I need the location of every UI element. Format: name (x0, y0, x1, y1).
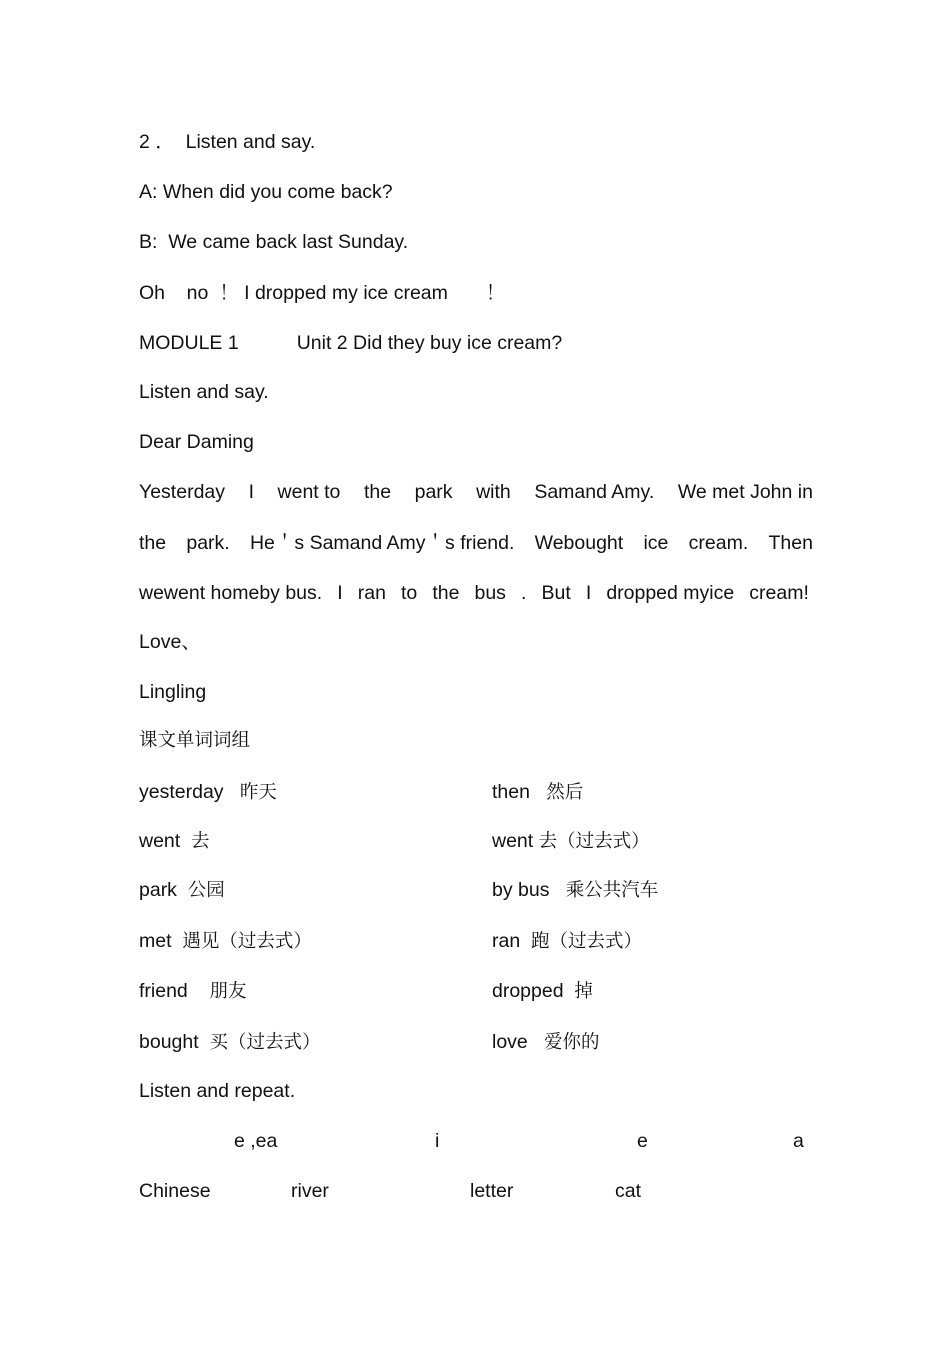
vocab-en: by bus (492, 879, 550, 901)
word: bus (474, 582, 506, 604)
word: He＇s Samand Amy＇s friend. (249, 532, 515, 554)
word: . (521, 582, 527, 604)
vocab-zh: 掉 (574, 981, 593, 1002)
vocab-en: went (139, 830, 181, 852)
vocab-item (139, 979, 246, 1004)
dialogue-line-oh-no: Oh no ！ I dropped my ice cream ！ (139, 282, 506, 304)
dialogue-line-b: B: We came back last Sunday. (139, 231, 409, 253)
vocab-zh: 乘公共汽车 (565, 880, 659, 901)
vocab-en: dropped (492, 980, 564, 1002)
vocab-en: park (139, 879, 177, 901)
phonics-sound: e ,ea (234, 1130, 278, 1152)
letter-line-2 (139, 531, 813, 555)
section-listen-say: Listen and say. (139, 381, 269, 403)
letter-line-3 (139, 581, 809, 605)
vocab-en: went (492, 830, 534, 852)
vocab-zh: 遇见（过去式） (182, 931, 312, 952)
word: park (414, 481, 453, 503)
vocab-en: love (492, 1031, 528, 1053)
vocab-zh: 跑（过去式） (531, 931, 643, 952)
vocab-item (139, 1030, 321, 1055)
phonics-word: cat (615, 1180, 642, 1202)
vocab-en: ran (492, 930, 521, 952)
word: went to (277, 481, 341, 503)
vocab-item (139, 780, 277, 805)
word: ran (357, 582, 386, 604)
vocab-zh: 朋友 (209, 981, 247, 1002)
phonics-sound: a (793, 1130, 804, 1152)
vocab-en: then (492, 781, 530, 803)
vocab-item (492, 829, 650, 854)
vocab-zh: 去 (191, 831, 210, 852)
vocab-en: friend (139, 980, 188, 1002)
word: wewent homeby bus. (139, 582, 323, 604)
exercise-heading (139, 130, 315, 154)
word: Yesterday (139, 481, 226, 503)
vocab-zh: 去（过去式） (538, 831, 650, 852)
vocab-zh: 买（过去式） (209, 1032, 321, 1053)
vocab-zh: 昨天 (239, 782, 277, 803)
phonics-word: letter (470, 1180, 514, 1202)
vocab-item (492, 979, 593, 1004)
word: Samand Amy. (534, 481, 655, 503)
word: to (400, 582, 418, 604)
phonics-word: Chinese (139, 1180, 211, 1202)
item-number: 2 ． (139, 131, 175, 153)
word: Then (768, 532, 813, 554)
word: But (541, 582, 571, 604)
letter-line-1 (139, 480, 813, 504)
dialogue-line-a: A: When did you come back? (139, 181, 393, 203)
letter-greeting: Dear Daming (139, 431, 254, 453)
vocab-item (492, 878, 658, 903)
word: the (139, 532, 167, 554)
vocab-item (139, 878, 225, 903)
unit-title: Unit 2 Did they buy ice cream? (296, 332, 563, 354)
word: park. (186, 532, 230, 554)
vocab-zh: 爱你的 (544, 1032, 600, 1053)
vocab-zh: 然后 (546, 782, 584, 803)
vocab-en: yesterday (139, 781, 224, 803)
vocab-en: met (139, 930, 172, 952)
word: I (585, 582, 592, 604)
vocab-title: 课文单词词组 (139, 730, 251, 751)
vocab-item (139, 829, 210, 854)
word: cream! (749, 582, 809, 604)
word: the (432, 582, 460, 604)
word: I (337, 582, 343, 604)
vocab-item (492, 929, 642, 954)
word: Webought (534, 532, 624, 554)
word: We met John in (677, 481, 813, 503)
vocab-zh: 公园 (187, 880, 225, 901)
word: cream. (688, 532, 749, 554)
word: dropped myice (606, 582, 735, 604)
word: I (248, 481, 254, 503)
letter-closing: Love、 (139, 631, 201, 653)
letter-signature: Lingling (139, 681, 207, 703)
word: ice (643, 532, 669, 554)
phonics-sound: e (637, 1130, 648, 1152)
vocab-en: bought (139, 1031, 199, 1053)
module-label: MODULE 1 (139, 332, 239, 354)
vocab-item (139, 929, 312, 954)
exercise-title: Listen and say. (185, 131, 316, 153)
phonics-word: river (291, 1180, 329, 1202)
word: the (363, 481, 392, 503)
vocab-item (492, 780, 583, 805)
vocab-item (492, 1030, 600, 1055)
module-heading (139, 331, 562, 355)
word: with (476, 481, 511, 503)
phonics-sound: i (435, 1130, 440, 1152)
section-listen-repeat: Listen and repeat. (139, 1080, 296, 1102)
